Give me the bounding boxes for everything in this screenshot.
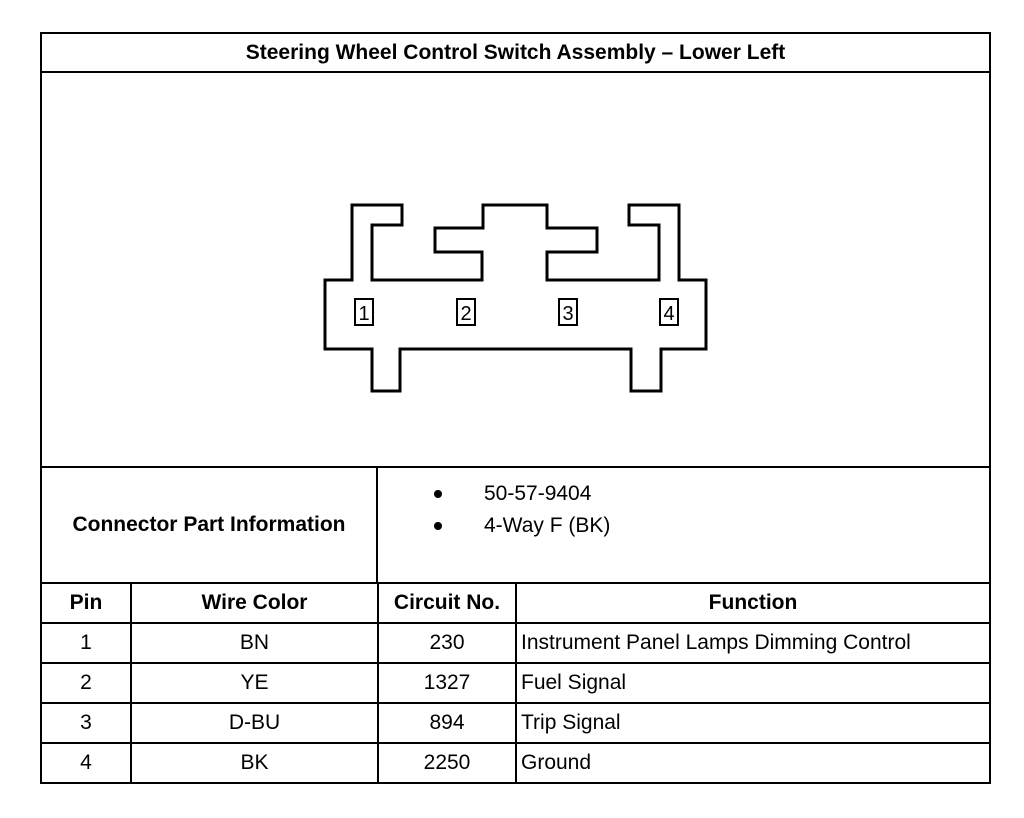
header-pin: Pin bbox=[42, 584, 131, 623]
pin-4-label: 4 bbox=[663, 303, 675, 325]
part-info-list bbox=[378, 468, 989, 582]
function-cell: Instrument Panel Lamps Dimming Control bbox=[516, 623, 989, 663]
table-row bbox=[42, 703, 989, 743]
pin-3-label: 3 bbox=[562, 303, 574, 325]
connector-outline bbox=[325, 205, 706, 391]
bullet-icon bbox=[434, 490, 442, 498]
table-header-row bbox=[42, 584, 989, 623]
part-info-label: Connector Part Information bbox=[42, 468, 378, 582]
pin-1-label: 1 bbox=[358, 303, 370, 325]
function-cell: Trip Signal bbox=[516, 703, 989, 743]
part-info-item bbox=[378, 480, 978, 508]
pin-cell: 3 bbox=[42, 703, 131, 743]
table-row bbox=[42, 743, 989, 782]
circuit-cell: 894 bbox=[378, 703, 516, 743]
wire-color-cell: BK bbox=[131, 743, 378, 782]
circuit-cell: 2250 bbox=[378, 743, 516, 782]
table-row bbox=[42, 663, 989, 703]
header-function: Function bbox=[516, 584, 989, 623]
table-row bbox=[42, 623, 989, 663]
wire-color-cell: YE bbox=[131, 663, 378, 703]
function-cell: Fuel Signal bbox=[516, 663, 989, 703]
pin-cell: 1 bbox=[42, 623, 131, 663]
circuit-cell: 1327 bbox=[378, 663, 516, 703]
pin-2-label: 2 bbox=[460, 303, 472, 325]
part-number: 50-57-9404 bbox=[484, 482, 592, 505]
pin-cell: 2 bbox=[42, 663, 131, 703]
header-wire-color: Wire Color bbox=[131, 584, 378, 623]
pinout-table bbox=[42, 584, 989, 782]
pin-4-box bbox=[660, 299, 678, 325]
circuit-cell: 230 bbox=[378, 623, 516, 663]
page-title: Steering Wheel Control Switch Assembly – Lower Left bbox=[42, 34, 989, 73]
wire-color-cell: BN bbox=[131, 623, 378, 663]
header-circuit: Circuit No. bbox=[378, 584, 516, 623]
pin-3-box bbox=[559, 299, 577, 325]
function-cell: Ground bbox=[516, 743, 989, 782]
pin-1-box bbox=[355, 299, 373, 325]
pin-2-box bbox=[457, 299, 475, 325]
part-info-item bbox=[378, 512, 978, 540]
wire-color-cell: D-BU bbox=[131, 703, 378, 743]
connector-type: 4-Way F (BK) bbox=[484, 514, 611, 537]
part-info-row bbox=[42, 468, 989, 584]
bullet-icon bbox=[434, 522, 442, 530]
connector-drawing bbox=[42, 73, 989, 468]
pin-cell: 4 bbox=[42, 743, 131, 782]
connector-sheet bbox=[40, 32, 991, 784]
connector-diagram bbox=[42, 73, 989, 468]
